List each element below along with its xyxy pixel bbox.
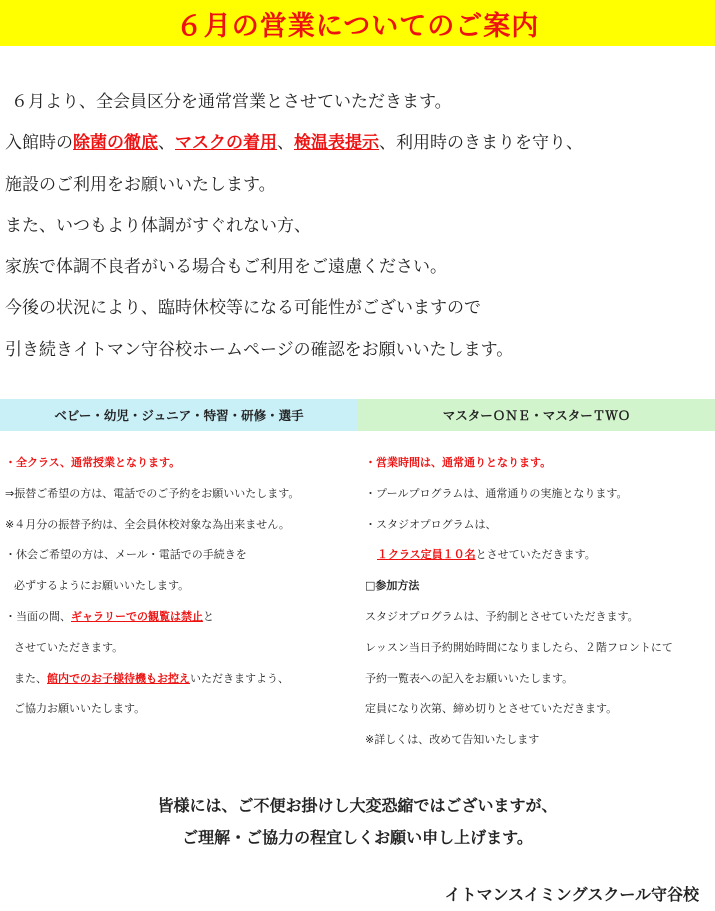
- right-row-3: ・スタジオプログラムは、: [365, 517, 497, 531]
- right-row-1: ・営業時間は、通常通りとなります。: [365, 456, 552, 469]
- intro-line-6: 今後の状況により、臨時休校等になる可能性がございますので: [5, 298, 481, 319]
- right-row-9: 定員になり次第、締め切りとさせていただきます。: [365, 702, 618, 716]
- highlight-waiting: 館内でのお子様待機もお控え: [47, 671, 190, 685]
- intro-text: 、利用時のきまりを守り、: [379, 133, 583, 154]
- row-text: とさせていただきます。: [475, 548, 596, 562]
- right-column-header: マスターＯＮＥ・マスターＴＷＯ: [358, 399, 715, 431]
- intro-line-1: ６月より、全会員区分を通常営業とさせていただきます。: [11, 92, 452, 112]
- title-banner: [0, 0, 715, 46]
- highlight-mask: マスクの着用: [175, 133, 277, 154]
- intro-line-2: [5, 123, 710, 164]
- highlight-disinfection: 除菌の徹底: [73, 133, 158, 154]
- highlight-gallery: ギャラリーでの観覧は禁止: [71, 609, 203, 623]
- right-row-6: スタジオプログラムは、予約制とさせていただきます。: [365, 609, 639, 623]
- left-row-8: [5, 664, 355, 695]
- right-row-5: □参加方法: [365, 579, 420, 593]
- intro-line-4: また、いつもより体調がすぐれない方、: [5, 215, 311, 236]
- left-column-header: ベビー・幼児・ジュニア・特習・研修・選手: [0, 399, 358, 431]
- right-row-10: ※詳しくは、改めて告知いたします: [365, 733, 540, 747]
- highlight-capacity: １クラス定員１０名: [377, 548, 476, 562]
- left-row-1: ・全クラス、通常授業となります。: [5, 456, 181, 469]
- closing-message: [0, 790, 715, 854]
- page-title: ６月の営業についてのご案内: [175, 10, 540, 42]
- right-row-2: ・プールプログラムは、通常通りの実施となります。: [365, 486, 628, 500]
- row-text: いただきますよう、: [190, 671, 289, 685]
- row-text: ・当面の間、: [5, 609, 71, 623]
- row-text: と: [203, 609, 214, 623]
- right-row-8: 予約一覧表への記入をお願いいたします。: [365, 671, 574, 685]
- intro-line-7: 引き続きイトマン守谷校ホームページの確認をお願いいたします。: [5, 339, 514, 360]
- row-text: また、: [14, 671, 47, 685]
- intro-section: [5, 82, 710, 371]
- left-column: [5, 448, 355, 725]
- intro-line-3: 施設のご利用をお願いいたします。: [5, 174, 276, 195]
- left-row-2: ⇒振替ご希望の方は、電話でのご予約をお願いいたします。: [5, 486, 300, 500]
- closing-line-1: 皆様には、ご不便お掛けし大変恐縮ではございますが、: [157, 796, 558, 815]
- closing-line-2: ご理解・ご協力の程宜しくお願い申し上げます。: [182, 828, 533, 847]
- right-row-7: レッスン当日予約開始時間になりましたら、２階フロントにて: [365, 640, 673, 654]
- right-column: [365, 448, 710, 756]
- intro-text: 入館時の: [5, 133, 73, 154]
- highlight-temperature: 検温表提示: [294, 133, 379, 154]
- left-row-5: 必ずするようにお願いいたします。: [14, 579, 190, 593]
- left-row-3: ※４月分の振替予約は、全会員休校対象な為出来ません。: [5, 517, 290, 531]
- intro-text: 、: [277, 133, 294, 154]
- right-row-4: [365, 540, 710, 571]
- left-row-7: させていただきます。: [14, 640, 124, 654]
- intro-line-5: 家族で体調不良者がいる場合もご利用をご遠慮ください。: [5, 257, 447, 278]
- intro-text: 、: [158, 133, 175, 154]
- left-row-6: [5, 602, 355, 633]
- left-row-4: ・休会ご希望の方は、メール・電話での手続きを: [5, 548, 247, 562]
- left-row-9: ご協力お願いいたします。: [14, 702, 146, 716]
- signature: イトマンスイミングスクール守谷校: [444, 885, 699, 904]
